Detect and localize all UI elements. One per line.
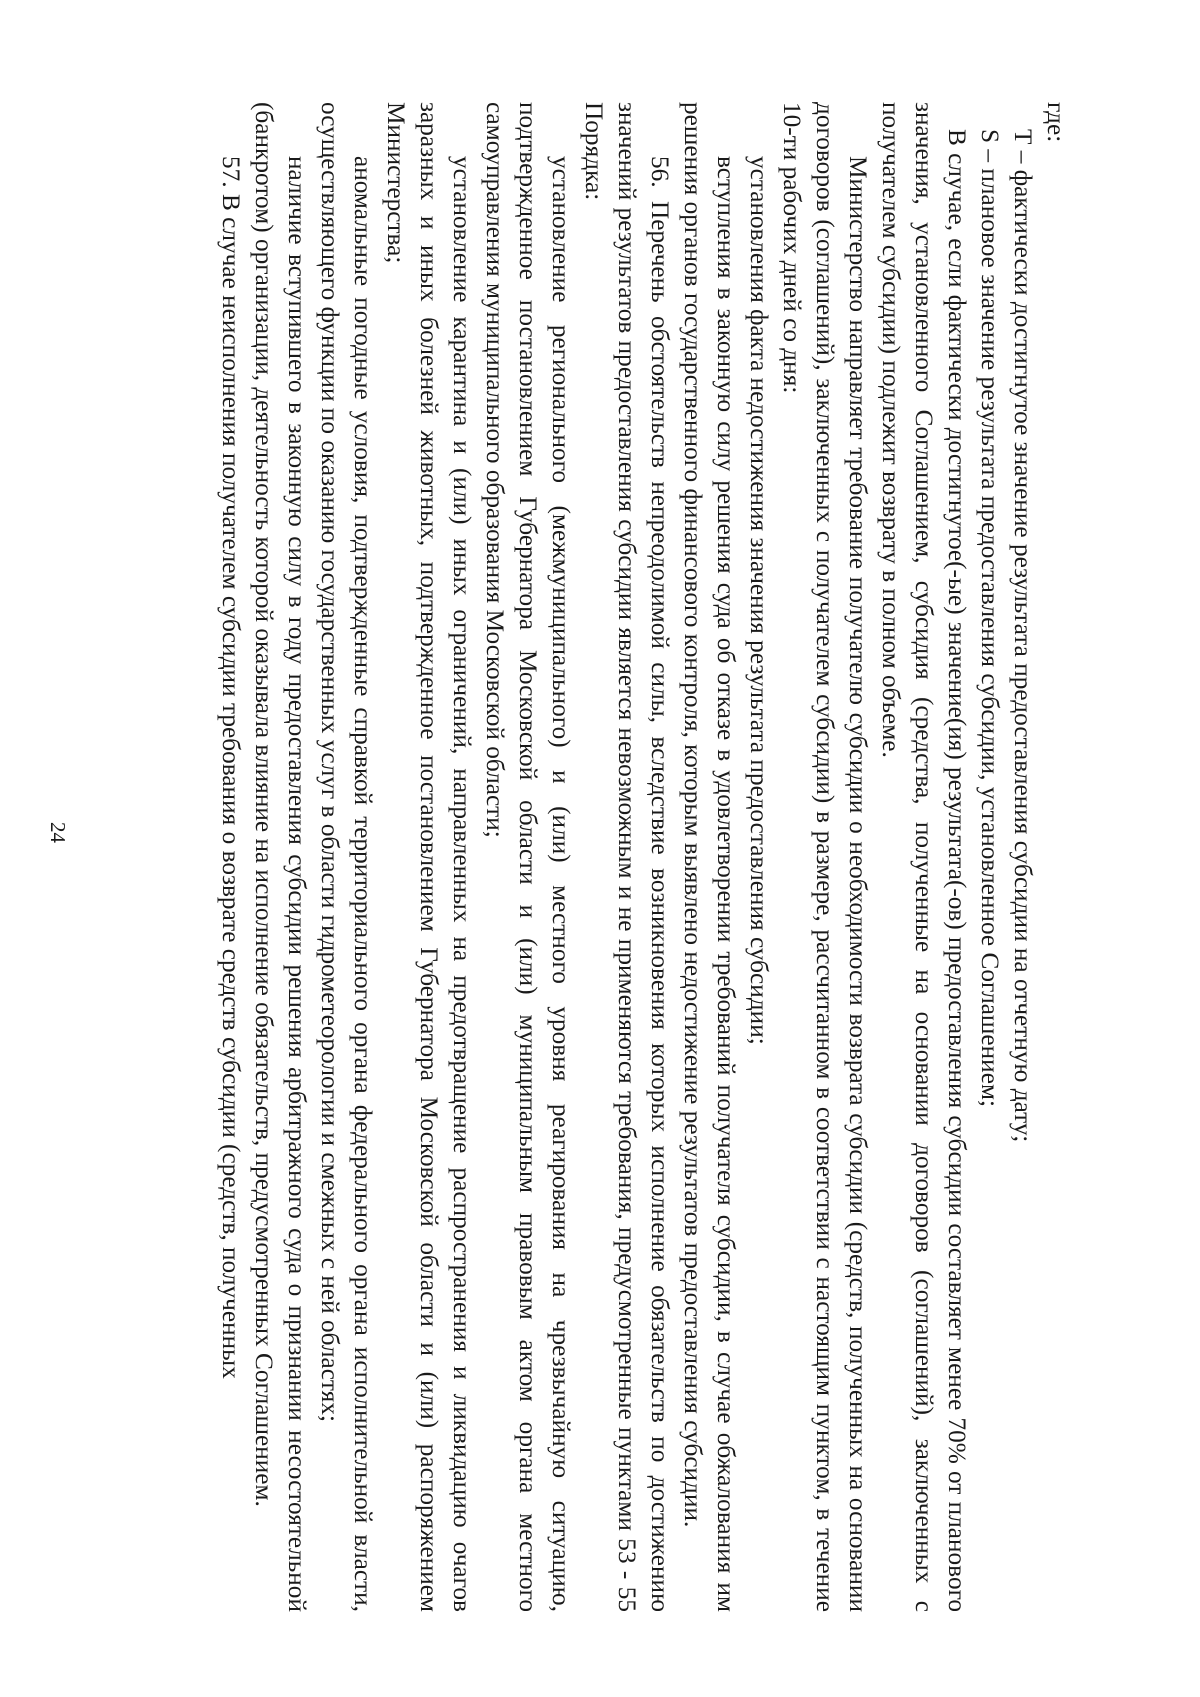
paragraph-item-56: 56. Перечень обстоятельств непреодолимой силы, вследствие возникновения которых исполнение обязательств по достижению значений результатов предоставления субсидии является невозможным и не применяются требования, предусмотренные пунктами 53 - 55 Порядка: [580,102,674,1612]
rotated-text-block [214,102,1072,1612]
body-text [214,102,1072,1612]
paragraph-definition-t: Т – фактически достигнутое значение результата предоставления субсидии на отчетную дату; [1009,129,1037,1143]
paragraph-ministry-demand: Министерство направляет требование получателю субсидии о необходимости возврата субсидии (средств, полученных на основании договоров (соглашений), заключенных с получателем субсидии) в размере, рассчитанном в соответствии с настоящим пунктом, в течение 10-ти рабочих дней со дня: [778,102,872,1612]
paragraph-item-57: 57. В случае неисполнения получателем субсидии требования о возврате средств субсидии (средств, полученных [217,156,245,1379]
paragraph-bankruptcy: наличие вступившего в законную силу в году предоставления субсидии решения арбитражного суда о признании несостоятельной (банкротом) организации, деятельность которой оказывала влияние на исполнение обязательств, предусмотренных Соглашением. [250,102,311,1612]
paragraph-weather: аномальные погодные условия, подтвержденные справкой территориального органа федерального органа исполнительной власти, осуществляющего функции по оказанию государственных услуг в области гидрометеорологии и смежных с ней областях; [316,102,377,1612]
paragraph-where: где: [1042,102,1070,143]
paragraph-70-percent-rule: В случае, если фактически достигнутое(-ые) значение(ия) результата(-ов) предоставления субсидии составляет менее 70% от планового значения, установленного Соглашением, субсидия (средства, полученные на основании договоров (соглашений), заключенных с получателем субсидии) подлежит возврату в полном объеме. [877,102,971,1612]
paragraph-court-decision: вступления в законную силу решения суда об отказе в удовлетворении требований получателя субсидии, в случае обжалования им решения органов государственного финансового контроля, которым выявлено недостижение результатов предоставления субсидии. [679,102,740,1612]
paragraph-definition-s: S – плановое значение результата предоставления субсидии, установленное Соглашением; [976,129,1004,1107]
paragraph-emergency: установление регионального (межмуниципального) и (или) местного уровня реагирования на чрезвычайную ситуацию, подтвержденное постановлением Губернатора Московской области и (или) муниципальным правовым актом органа местного самоуправления муниципального образования Московской области; [481,102,575,1612]
paragraph-fact-established: установления факта недостижения значения результата предоставления субсидии; [745,156,773,1045]
page-number: 24 [46,822,70,843]
paragraph-quarantine: установление карантина и (или) иных ограничений, направленных на предотвращение распространения и ликвидацию очагов заразных и иных болезней животных, подтвержденное постановлением Губернатора Московской области и (или) распоряжением Министерства; [382,102,476,1612]
